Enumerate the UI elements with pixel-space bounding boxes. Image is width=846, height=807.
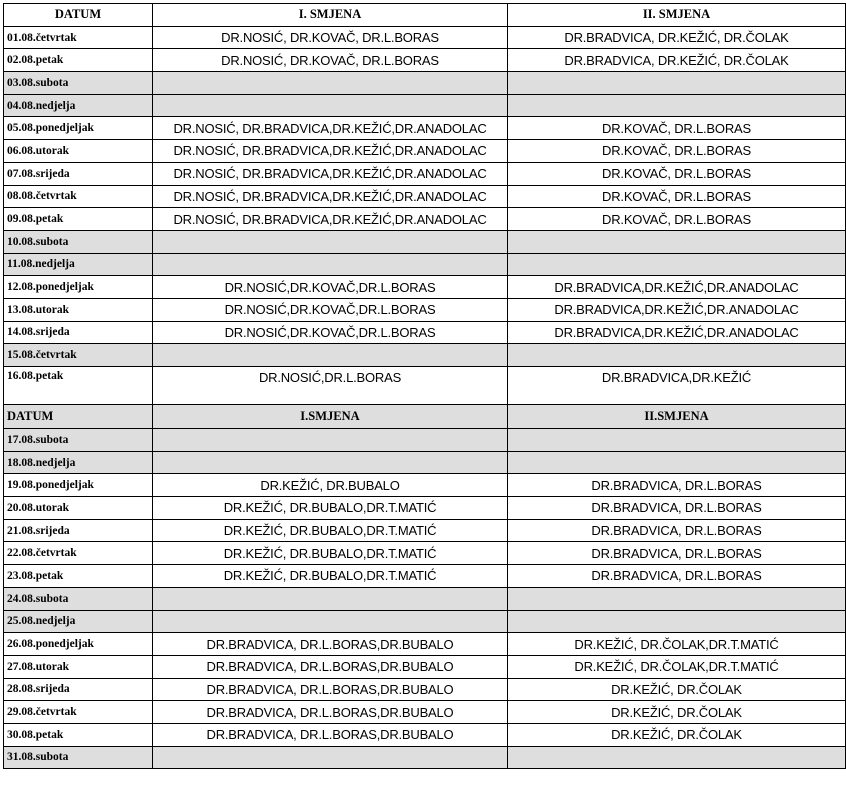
- shift-2-cell: DR.KOVAČ, DR.L.BORAS: [508, 185, 846, 208]
- table-row: [4, 497, 846, 520]
- date-cell: 11.08.nedjelja: [4, 253, 153, 276]
- table-row: [4, 474, 846, 497]
- date-cell: 25.08.nedjelja: [4, 610, 153, 633]
- table-row: [4, 701, 846, 724]
- shift-2-cell: [508, 610, 846, 633]
- date-cell: 22.08.četvrtak: [4, 542, 153, 565]
- shift-1-cell: DR.BRADVICA, DR.L.BORAS,DR.BUBALO: [153, 701, 508, 724]
- shift-1-cell: [153, 451, 508, 474]
- shift-1-cell: [153, 72, 508, 95]
- shift-1-cell: DR.KEŽIĆ, DR.BUBALO,DR.T.MATIĆ: [153, 542, 508, 565]
- date-cell: 24.08.subota: [4, 587, 153, 610]
- table-row: [4, 253, 846, 276]
- shift-2-cell: DR.KOVAČ, DR.L.BORAS: [508, 117, 846, 140]
- shift-2-cell: DR.KEŽIĆ, DR.ČOLAK: [508, 723, 846, 746]
- table-row: [4, 746, 846, 769]
- table-row: [4, 451, 846, 474]
- date-cell: 29.08.četvrtak: [4, 701, 153, 724]
- shift-2-cell: [508, 72, 846, 95]
- shift-1-cell: DR.KEŽIĆ, DR.BUBALO,DR.T.MATIĆ: [153, 519, 508, 542]
- table-row: [4, 298, 846, 321]
- shift-1-cell: DR.BRADVICA, DR.L.BORAS,DR.BUBALO: [153, 655, 508, 678]
- shift-1-cell: [153, 610, 508, 633]
- table-row: [4, 49, 846, 72]
- date-cell: 31.08.subota: [4, 746, 153, 769]
- shift-1-cell: [153, 253, 508, 276]
- table-row: [4, 565, 846, 588]
- shift-2-cell: DR.KOVAČ, DR.L.BORAS: [508, 208, 846, 231]
- shift-1-cell: DR.BRADVICA, DR.L.BORAS,DR.BUBALO: [153, 723, 508, 746]
- header-shift-2: II. SMJENA: [508, 4, 846, 27]
- shift-1-cell: DR.NOSIĆ,DR.KOVAČ,DR.L.BORAS: [153, 321, 508, 344]
- date-cell: 26.08.ponedjeljak: [4, 633, 153, 656]
- shift-1-cell: [153, 746, 508, 769]
- table-row: [4, 429, 846, 452]
- table-header-row: [4, 4, 846, 27]
- date-cell: 30.08.petak: [4, 723, 153, 746]
- schedule-block-1: [4, 26, 846, 404]
- date-cell: 09.08.petak: [4, 208, 153, 231]
- shift-2-cell: DR.BRADVICA, DR.KEŽIĆ, DR.ČOLAK: [508, 49, 846, 72]
- date-cell: 10.08.subota: [4, 230, 153, 253]
- shift-1-cell: DR.NOSIĆ, DR.BRADVICA,DR.KEŽIĆ,DR.ANADOLAC: [153, 140, 508, 163]
- date-cell: 12.08.ponedjeljak: [4, 276, 153, 299]
- shift-2-cell: DR.BRADVICA,DR.KEŽIĆ: [508, 367, 846, 405]
- date-cell: 06.08.utorak: [4, 140, 153, 163]
- shift-2-cell: DR.KEŽIĆ, DR.ČOLAK: [508, 678, 846, 701]
- table-row: [4, 26, 846, 49]
- date-cell: 07.08.srijeda: [4, 162, 153, 185]
- date-cell: 08.08.četvrtak: [4, 185, 153, 208]
- shift-2-cell: [508, 344, 846, 367]
- table-row: [4, 633, 846, 656]
- shift-1-cell: DR.NOSIĆ,DR.KOVAČ,DR.L.BORAS: [153, 298, 508, 321]
- date-cell: 03.08.subota: [4, 72, 153, 95]
- shift-1-cell: DR.NOSIĆ,DR.KOVAČ,DR.L.BORAS: [153, 276, 508, 299]
- shift-1-cell: DR.NOSIĆ, DR.KOVAČ, DR.L.BORAS: [153, 49, 508, 72]
- date-cell: 01.08.četvrtak: [4, 26, 153, 49]
- date-cell: 18.08.nedjelja: [4, 451, 153, 474]
- schedule-block-2: [4, 429, 846, 769]
- date-cell: 23.08.petak: [4, 565, 153, 588]
- shift-2-cell: DR.BRADVICA, DR.L.BORAS: [508, 565, 846, 588]
- table-header-row-2: [4, 405, 846, 429]
- shift-2-cell: DR.BRADVICA, DR.L.BORAS: [508, 497, 846, 520]
- shift-1-cell: [153, 94, 508, 117]
- shift-1-cell: DR.BRADVICA, DR.L.BORAS,DR.BUBALO: [153, 633, 508, 656]
- shift-1-cell: DR.KEŽIĆ, DR.BUBALO,DR.T.MATIĆ: [153, 497, 508, 520]
- table-row: [4, 542, 846, 565]
- table-row: [4, 230, 846, 253]
- shift-2-cell: DR.BRADVICA, DR.L.BORAS: [508, 542, 846, 565]
- header-date: DATUM: [4, 4, 153, 27]
- shift-2-cell: DR.BRADVICA, DR.L.BORAS: [508, 474, 846, 497]
- shift-1-cell: DR.NOSIĆ,DR.L.BORAS: [153, 367, 508, 405]
- table-row: [4, 321, 846, 344]
- table-row: [4, 208, 846, 231]
- table-row: [4, 655, 846, 678]
- shift-1-cell: DR.NOSIĆ, DR.BRADVICA,DR.KEŽIĆ,DR.ANADOLAC: [153, 162, 508, 185]
- table-row: [4, 678, 846, 701]
- shift-1-cell: [153, 587, 508, 610]
- table-row: [4, 185, 846, 208]
- shift-schedule-table: [3, 3, 846, 769]
- table-row: [4, 723, 846, 746]
- shift-1-cell: [153, 344, 508, 367]
- date-cell: 19.08.ponedjeljak: [4, 474, 153, 497]
- shift-1-cell: DR.KEŽIĆ, DR.BUBALO: [153, 474, 508, 497]
- date-cell: 04.08.nedjelja: [4, 94, 153, 117]
- table-row: [4, 162, 846, 185]
- date-cell: 13.08.utorak: [4, 298, 153, 321]
- shift-2-cell: [508, 451, 846, 474]
- shift-1-cell: DR.NOSIĆ, DR.KOVAČ, DR.L.BORAS: [153, 26, 508, 49]
- table-row: [4, 72, 846, 95]
- shift-1-cell: [153, 429, 508, 452]
- shift-2-cell: DR.BRADVICA,DR.KEŽIĆ,DR.ANADOLAC: [508, 276, 846, 299]
- date-cell: 15.08.četvrtak: [4, 344, 153, 367]
- header-date-2: DATUM: [4, 405, 153, 429]
- shift-2-cell: [508, 587, 846, 610]
- table-row: [4, 367, 846, 405]
- shift-1-cell: DR.NOSIĆ, DR.BRADVICA,DR.KEŽIĆ,DR.ANADOLAC: [153, 185, 508, 208]
- date-cell: 27.08.utorak: [4, 655, 153, 678]
- shift-2-cell: [508, 429, 846, 452]
- shift-2-cell: DR.KEŽIĆ, DR.ČOLAK: [508, 701, 846, 724]
- shift-2-cell: [508, 746, 846, 769]
- date-cell: 02.08.petak: [4, 49, 153, 72]
- table-row: [4, 610, 846, 633]
- shift-2-cell: DR.BRADVICA,DR.KEŽIĆ,DR.ANADOLAC: [508, 298, 846, 321]
- shift-1-cell: DR.KEŽIĆ, DR.BUBALO,DR.T.MATIĆ: [153, 565, 508, 588]
- shift-1-cell: DR.NOSIĆ, DR.BRADVICA,DR.KEŽIĆ,DR.ANADOLAC: [153, 208, 508, 231]
- table-row: [4, 519, 846, 542]
- table-row: [4, 344, 846, 367]
- table-row: [4, 117, 846, 140]
- table-row: [4, 587, 846, 610]
- header-shift-2-2: II.SMJENA: [508, 405, 846, 429]
- header-shift-1-2: I.SMJENA: [153, 405, 508, 429]
- date-cell: 14.08.srijeda: [4, 321, 153, 344]
- date-cell: 20.08.utorak: [4, 497, 153, 520]
- shift-1-cell: DR.NOSIĆ, DR.BRADVICA,DR.KEŽIĆ,DR.ANADOLAC: [153, 117, 508, 140]
- shift-1-cell: DR.BRADVICA, DR.L.BORAS,DR.BUBALO: [153, 678, 508, 701]
- shift-2-cell: DR.BRADVICA, DR.L.BORAS: [508, 519, 846, 542]
- shift-2-cell: DR.KOVAČ, DR.L.BORAS: [508, 162, 846, 185]
- date-cell: 05.08.ponedjeljak: [4, 117, 153, 140]
- date-cell: 28.08.srijeda: [4, 678, 153, 701]
- shift-2-cell: [508, 94, 846, 117]
- table-row: [4, 276, 846, 299]
- date-cell: 17.08.subota: [4, 429, 153, 452]
- date-cell: 21.08.srijeda: [4, 519, 153, 542]
- schedule-block-2-header: [4, 405, 846, 429]
- shift-2-cell: DR.KEŽIĆ, DR.ČOLAK,DR.T.MATIĆ: [508, 655, 846, 678]
- shift-2-cell: DR.BRADVICA, DR.KEŽIĆ, DR.ČOLAK: [508, 26, 846, 49]
- table-row: [4, 140, 846, 163]
- shift-1-cell: [153, 230, 508, 253]
- shift-2-cell: [508, 253, 846, 276]
- header-shift-1: I. SMJENA: [153, 4, 508, 27]
- date-cell: 16.08.petak: [4, 367, 153, 405]
- shift-2-cell: DR.KEŽIĆ, DR.ČOLAK,DR.T.MATIĆ: [508, 633, 846, 656]
- shift-2-cell: DR.KOVAČ, DR.L.BORAS: [508, 140, 846, 163]
- shift-2-cell: DR.BRADVICA,DR.KEŽIĆ,DR.ANADOLAC: [508, 321, 846, 344]
- shift-2-cell: [508, 230, 846, 253]
- table-row: [4, 94, 846, 117]
